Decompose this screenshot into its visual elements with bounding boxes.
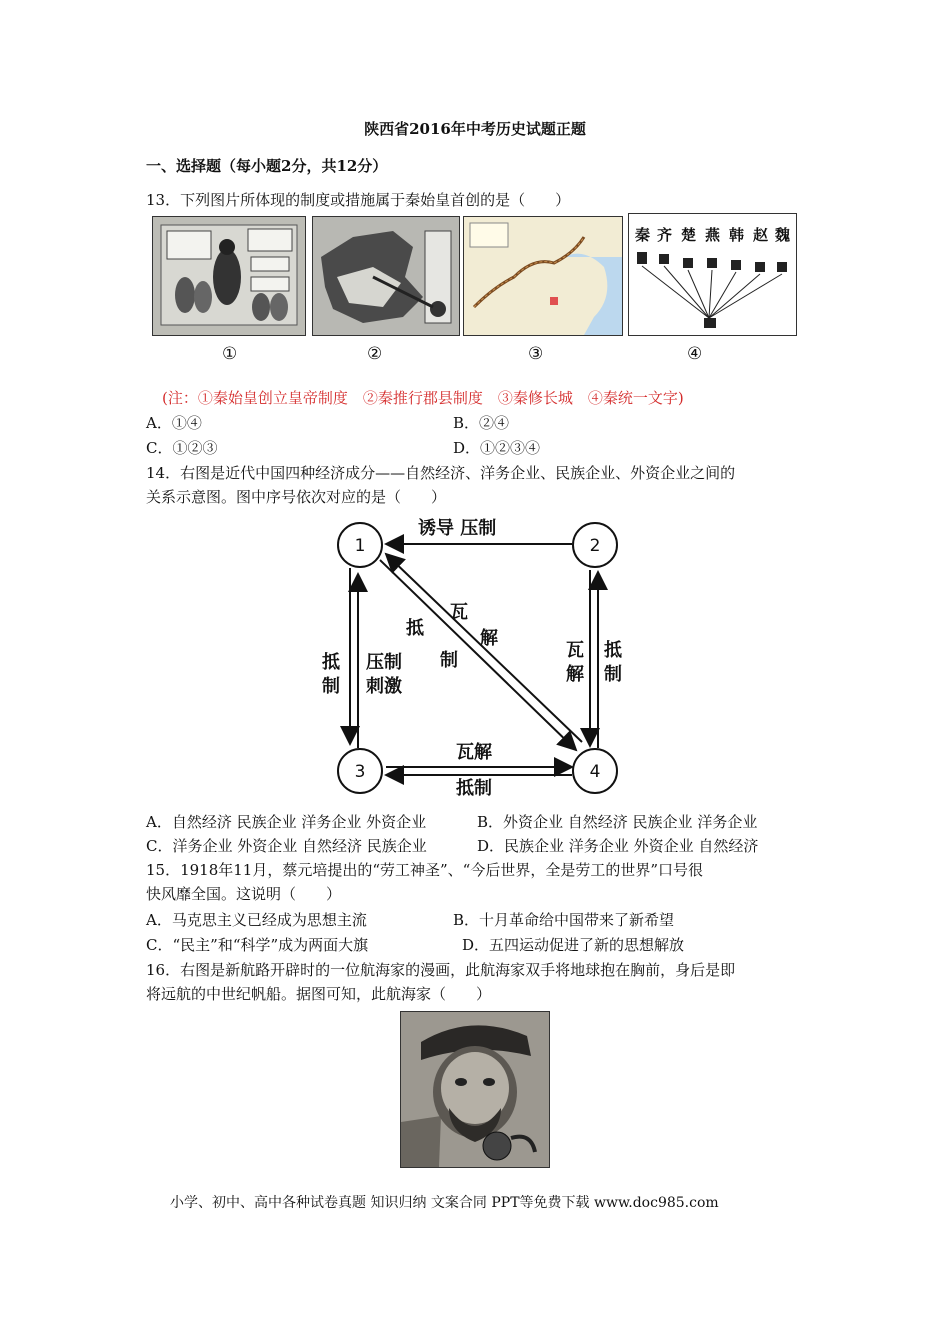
page-footer: 小学、初中、高中各种试卷真题 知识归纳 文案合同 PPT等免费下载 www.doc985.com xyxy=(170,1195,719,1211)
q14-option-a: A．自然经济 民族企业 洋务企业 外资企业 xyxy=(146,813,427,831)
state-wei: 魏 xyxy=(775,226,791,244)
q13-label-3: ③ xyxy=(528,344,544,364)
q13-stem: 13．下列图片所体现的制度或措施属于秦始皇首创的是（ ） xyxy=(146,191,571,209)
q16-stem-line1: 16．右图是新航路开辟时的一位航海家的漫画，此航海家双手将地球抱在胸前，身后是即 xyxy=(146,961,736,979)
q14-option-b: B．外资企业 自然经济 民族企业 洋务企业 xyxy=(477,813,758,831)
q13-picture-great-wall-map xyxy=(463,216,623,336)
q13-option-b: B．②④ xyxy=(453,414,510,432)
q14-option-d: D．民族企业 洋务企业 外资企业 自然经济 xyxy=(477,837,759,855)
q13-label-2: ② xyxy=(367,344,383,364)
page-title: 陕西省2016年中考历史试题正题 xyxy=(364,120,586,138)
q13-label-1: ① xyxy=(222,344,238,364)
state-chu: 楚 xyxy=(681,226,697,244)
state-zhao: 赵 xyxy=(753,226,769,244)
q13-option-a: A．①④ xyxy=(146,414,202,432)
q15-option-a: A．马克思主义已经成为思想主流 xyxy=(146,911,367,929)
q13-label-4: ④ xyxy=(687,344,703,364)
q13-picture-emperor-system xyxy=(152,216,306,336)
label-right-inner-1: 瓦 xyxy=(566,640,584,661)
q13-picture-prefecture-system xyxy=(312,216,460,336)
q14-option-c: C．洋务企业 外资企业 自然经济 民族企业 xyxy=(146,837,427,855)
label-right-outer-2: 制 xyxy=(604,664,622,685)
label-diag-b-1: 抵 xyxy=(406,618,424,639)
label-top: 诱导 压制 xyxy=(418,518,497,539)
q15-stem-line1: 15．1918年11月，蔡元培提出的“劳工神圣”、“今后世界，全是劳工的世界”口号很 xyxy=(146,861,704,879)
node-1: 1 xyxy=(354,536,366,556)
q16-navigator-cartoon xyxy=(400,1011,550,1168)
label-right-inner-2: 解 xyxy=(566,664,584,685)
q14-stem-line2: 关系示意图。图中序号依次对应的是（ ） xyxy=(146,488,447,506)
label-left-inner-1: 压制 xyxy=(366,652,402,673)
label-bottom-top: 瓦解 xyxy=(456,742,492,763)
node-4: 4 xyxy=(589,762,601,782)
label-bottom-bottom: 抵制 xyxy=(456,778,492,799)
q15-option-d: D．五四运动促进了新的思想解放 xyxy=(462,936,685,954)
node-2: 2 xyxy=(589,536,601,556)
state-han: 韩 xyxy=(729,226,745,244)
q16-stem-line2: 将远航的中世纪帆船。据图可知，此航海家（ ） xyxy=(146,985,492,1003)
q15-option-b: B．十月革命给中国带来了新希望 xyxy=(453,911,675,929)
label-left-outer-1: 抵 xyxy=(322,652,340,673)
q13-picture-unified-script xyxy=(628,213,797,336)
label-left-outer-2: 制 xyxy=(322,676,340,697)
q13-option-d: D．①②③④ xyxy=(453,439,541,457)
q14-stem-line1: 14．右图是近代中国四种经济成分——自然经济、洋务企业、民族企业、外资企业之间的 xyxy=(146,464,736,482)
state-qin: 秦 xyxy=(635,226,651,244)
state-qi: 齐 xyxy=(657,226,673,244)
node-3: 3 xyxy=(354,762,366,782)
state-yan: 燕 xyxy=(705,226,721,244)
label-diag-a-1: 瓦 xyxy=(450,602,468,623)
q13-option-c: C．①②③ xyxy=(146,439,218,457)
section-heading: 一、选择题（每小题2分，共12分） xyxy=(146,157,388,175)
q14-relationship-diagram xyxy=(320,512,640,808)
label-diag-a-2: 解 xyxy=(480,628,498,649)
q15-option-c: C．“民主”和“科学”成为两面大旗 xyxy=(146,936,369,954)
label-left-inner-2: 刺激 xyxy=(366,676,402,697)
label-diag-b-2: 制 xyxy=(440,650,458,671)
q13-note: (注：①秦始皇创立皇帝制度 ②秦推行郡县制度 ③秦修长城 ④秦统一文字) xyxy=(162,389,684,407)
label-right-outer-1: 抵 xyxy=(604,640,622,661)
q15-stem-line2: 快风靡全国。这说明（ ） xyxy=(146,885,342,903)
